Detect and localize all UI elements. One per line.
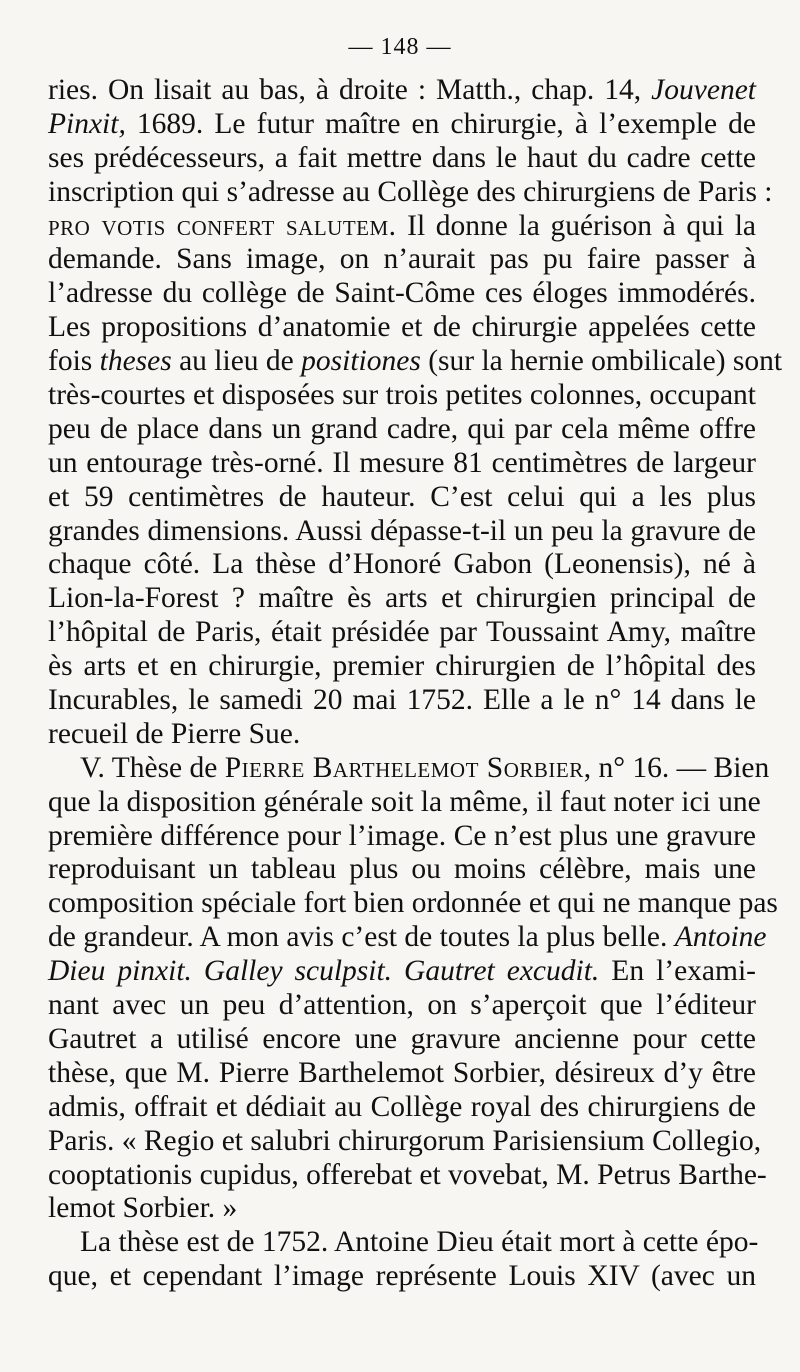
text-line: [48, 582, 756, 616]
text-run: de grandeur. A mon avis c’est de toutes la plus belle.: [48, 921, 675, 954]
text-line: [48, 751, 770, 786]
text-run: Les propositions d’anatomie et de chirurgie appelées cette: [48, 311, 756, 344]
text-line: [48, 1192, 756, 1226]
text-line: [48, 887, 778, 921]
italic-text: positiones: [301, 345, 421, 378]
text-line: [48, 481, 756, 515]
text-line: [48, 1226, 759, 1260]
text-run: inscription qui s’adresse au Collège des chirurgiens de Paris :: [48, 175, 773, 208]
text-line: [48, 210, 756, 244]
text-run: , n° 16. — Bien: [583, 751, 770, 784]
text-run: Lion-la-Forest ? maître ès arts et chirurgien principal de: [48, 582, 756, 615]
text-line: [48, 74, 756, 108]
text-line: [48, 718, 756, 752]
italic-text: Dieu pinxit. Galley sculpsit. Gautret excudit.: [48, 955, 600, 988]
text-line: [48, 548, 756, 582]
text-run: Incurables, le samedi 20 mai 1752. Elle a le n° 14 dans le: [48, 684, 756, 717]
text-line: [48, 108, 756, 142]
text-run: ès arts et en chirurgie, premier chirurgien de l’hôpital des: [48, 650, 756, 683]
text-run: admis, offrait et dédiait au Collège royal des chirurgiens de: [48, 1090, 756, 1123]
text-line: [48, 1023, 756, 1057]
text-line: [48, 1091, 756, 1125]
text-run: composition spéciale fort bien ordonnée et qui ne manque pas: [48, 887, 778, 920]
text-line: [48, 989, 756, 1023]
text-line: [48, 955, 756, 989]
text-line: [48, 345, 783, 379]
text-run: un entourage très-orné. Il mesure 81 centimètres de largeur: [48, 446, 756, 479]
text-run: recueil de Pierre Sue.: [48, 717, 301, 750]
text-run: chaque côté. La thèse d’Honoré Gabon (Leonensis), né à: [48, 548, 756, 581]
text-line: [48, 311, 756, 345]
text-line: [48, 1260, 756, 1294]
text-line: [48, 515, 756, 549]
text-run: La thèse est de 1752. Antoine Dieu était mort à cette épo-: [80, 1226, 759, 1259]
text-run: Gautret a utilisé encore une gravure ancienne pour cette: [48, 1022, 756, 1055]
text-run: (sur la hernie ombilicale) sont: [420, 345, 783, 378]
text-run: 1689. Le futur maître en chirurgie, à l’exemple de: [125, 107, 756, 140]
text-run: Il donne la guérison à qui la: [396, 209, 756, 242]
text-run: lemot Sorbier. »: [48, 1192, 238, 1225]
text-line: [48, 142, 756, 176]
text-run: Paris. « Regio et salubri chirurgorum Parisiensium Collegio,: [48, 1124, 762, 1157]
text-run: reproduisant un tableau plus ou moins célèbre, mais une: [48, 853, 756, 886]
text-run: ses prédécesseurs, a fait mettre dans le haut du cadre cette: [48, 141, 756, 174]
text-line: [48, 277, 756, 311]
small-caps-text: Pierre Barthelemot Sorbier: [224, 751, 584, 784]
text-line: [48, 1124, 762, 1159]
text-line: [48, 616, 756, 650]
text-line: [48, 243, 756, 277]
text-run: très-courtes et disposées sur trois petites colonnes, occupant: [48, 379, 756, 412]
small-caps-text: pro votis confert salutem.: [48, 209, 397, 242]
italic-text: theses: [99, 345, 172, 378]
italic-text: Pinxit,: [48, 107, 126, 140]
italic-text: Antoine: [674, 921, 767, 954]
italic-text: Jouvenet: [651, 74, 756, 106]
text-run: que la disposition générale soit la même, il faut noter ici une: [48, 785, 761, 818]
text-run: fois: [48, 345, 100, 378]
body-text: [48, 74, 783, 1294]
text-run: l’hôpital de Paris, était présidée par Toussaint Amy, maître: [48, 616, 756, 649]
text-line: [48, 175, 773, 210]
text-line: [48, 921, 767, 955]
text-run: V. Thèse de: [80, 751, 225, 784]
text-line: [48, 413, 756, 447]
text-run: au lieu de: [171, 345, 302, 378]
text-line: [48, 447, 756, 481]
text-line: [48, 379, 756, 413]
text-line: [48, 1158, 767, 1193]
text-run: En l’exami-: [599, 955, 756, 988]
text-run: demande. Sans image, on n’aurait pas pu faire passer à: [48, 243, 756, 276]
text-line: [48, 785, 761, 820]
text-run: thèse, que M. Pierre Barthelemot Sorbier, désireux d’y être: [48, 1056, 756, 1089]
text-line: [48, 853, 756, 887]
text-run: et 59 centimètres de hauteur. C’est celui qui a les plus: [48, 480, 756, 513]
text-run: que, et cependant l’image représente Louis XIV (avec un: [48, 1260, 756, 1293]
text-line: [48, 684, 756, 718]
text-run: grandes dimensions. Aussi dépasse-t-il un peu la gravure de: [48, 514, 756, 547]
text-line: [48, 820, 756, 854]
text-line: [48, 650, 756, 684]
text-run: ries. On lisait au bas, à droite : Matth., chap. 14,: [48, 74, 652, 106]
text-run: peu de place dans un grand cadre, qui par cela même offre: [48, 412, 756, 445]
text-run: nant avec un peu d’attention, on s’aperçoit que l’éditeur: [48, 989, 756, 1022]
text-line: [48, 1057, 756, 1091]
text-run: première différence pour l’image. Ce n’est plus une gravure: [48, 819, 756, 852]
text-run: l’adresse du collège de Saint-Côme ces éloges immodérés.: [48, 277, 756, 310]
text-run: cooptationis cupidus, offerebat et vovebat, M. Petrus Barthe-: [48, 1158, 767, 1191]
page-number: — 148 —: [348, 34, 452, 60]
